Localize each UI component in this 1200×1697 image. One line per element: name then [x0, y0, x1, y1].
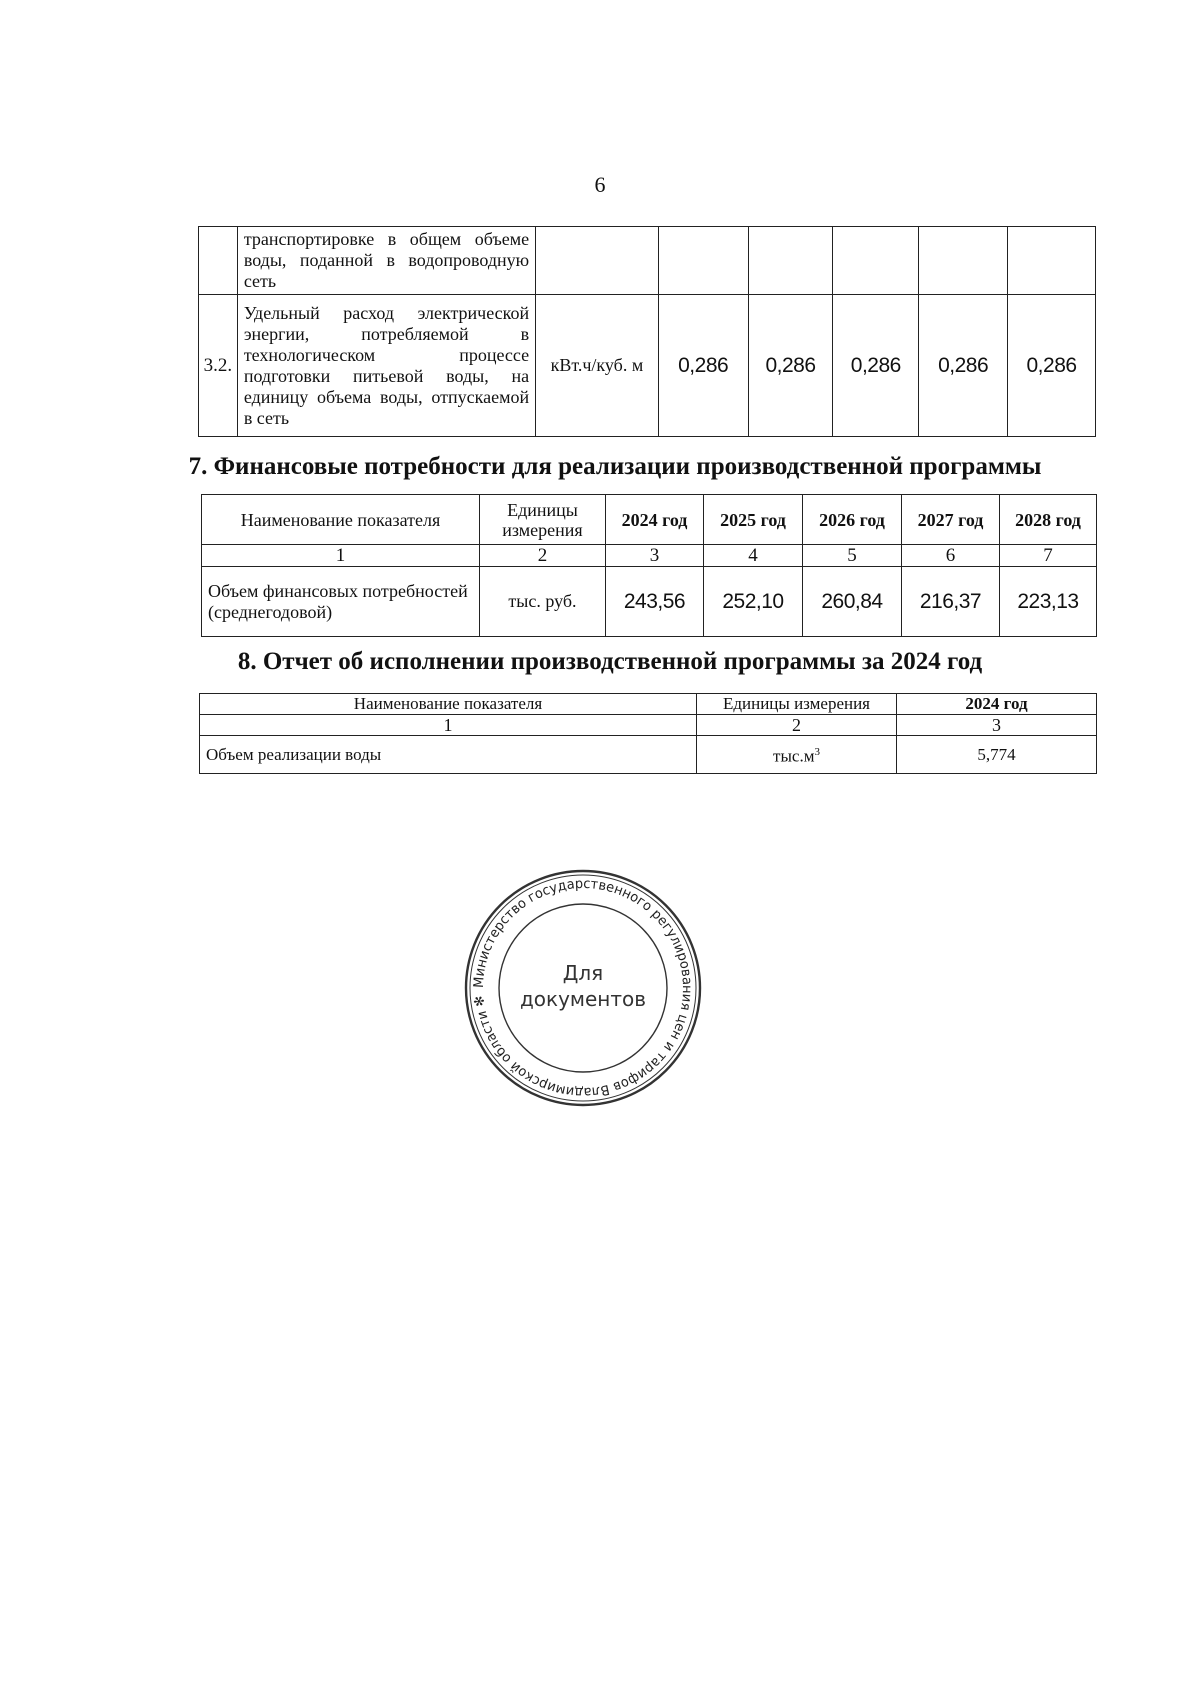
column-header: Единицы измерения	[480, 495, 606, 545]
indicator-unit	[536, 227, 659, 295]
unit-text: тыс.м	[773, 746, 815, 766]
column-index: 1	[200, 715, 697, 736]
index-row	[200, 715, 1097, 736]
page-number: 6	[594, 172, 606, 197]
column-index: 4	[704, 545, 803, 567]
column-index: 5	[803, 545, 902, 567]
column-header: Наименование показателя	[200, 694, 697, 715]
value-cell: 5,774	[897, 736, 1097, 774]
indicator-name: Объем реализации воды	[200, 736, 697, 774]
indicator-name: транспортировке в общем объеме воды, поданной в водопроводную сеть	[237, 227, 535, 295]
column-index: 2	[480, 545, 606, 567]
stamp-ring-textpath: Министерство государственного регулирования цен и тарифов Владимирской области ✻	[470, 875, 696, 1101]
table-row	[199, 295, 1096, 437]
column-header: Наименование показателя	[202, 495, 480, 545]
value-cell: 0,286	[833, 295, 919, 437]
indicator-unit	[697, 736, 897, 774]
stamp-center-line1: Для	[562, 961, 604, 985]
row-number: 3.2.	[199, 295, 238, 437]
financial-needs-table	[201, 494, 1097, 637]
column-header: 2026 год	[803, 495, 902, 545]
section-8-title: 8. Отчет об исполнении производственной программы за 2024 год	[237, 648, 983, 675]
column-header: 2024 год	[897, 694, 1097, 715]
row-number	[199, 227, 238, 295]
column-index: 1	[202, 545, 480, 567]
indicator-unit: тыс. руб.	[480, 567, 606, 637]
column-index: 3	[897, 715, 1097, 736]
header-row	[202, 495, 1097, 545]
value-cell	[748, 227, 833, 295]
table-row	[200, 736, 1097, 774]
value-cell: 0,286	[919, 295, 1008, 437]
section-7-title: 7. Финансовые потребности для реализации производственной программы	[188, 453, 1042, 480]
column-index: 6	[902, 545, 1000, 567]
value-cell	[833, 227, 919, 295]
indicators-table	[198, 226, 1096, 437]
column-header: 2028 год	[1000, 495, 1097, 545]
table-row	[202, 567, 1097, 637]
column-header: Единицы измерения	[697, 694, 897, 715]
value-cell	[658, 227, 748, 295]
indicator-unit: кВт.ч/куб. м	[536, 295, 659, 437]
column-index: 3	[606, 545, 704, 567]
index-row	[202, 545, 1097, 567]
value-cell: 0,286	[1008, 295, 1096, 437]
value-cell	[919, 227, 1008, 295]
column-header: 2027 год	[902, 495, 1000, 545]
value-cell: 0,286	[658, 295, 748, 437]
column-header: 2025 год	[704, 495, 803, 545]
value-cell: 223,13	[1000, 567, 1097, 637]
value-cell: 216,37	[902, 567, 1000, 637]
value-cell: 243,56	[606, 567, 704, 637]
report-table	[199, 693, 1097, 774]
value-cell: 252,10	[704, 567, 803, 637]
value-cell	[1008, 227, 1096, 295]
table-row	[199, 227, 1096, 295]
unit-superscript: 3	[814, 746, 820, 759]
indicator-name: Объем финансовых потребностей (среднегодовой)	[202, 567, 480, 637]
value-cell: 0,286	[748, 295, 833, 437]
column-index: 2	[697, 715, 897, 736]
header-row	[200, 694, 1097, 715]
column-header: 2024 год	[606, 495, 704, 545]
stamp-center-line2: документов	[519, 987, 647, 1011]
value-cell: 260,84	[803, 567, 902, 637]
column-index: 7	[1000, 545, 1097, 567]
official-stamp	[463, 868, 703, 1108]
indicator-name: Удельный расход электрической энергии, потребляемой в технологическом процессе подготовки питьевой воды, на единицу объема воды, отпускаемой в сеть	[237, 295, 535, 437]
